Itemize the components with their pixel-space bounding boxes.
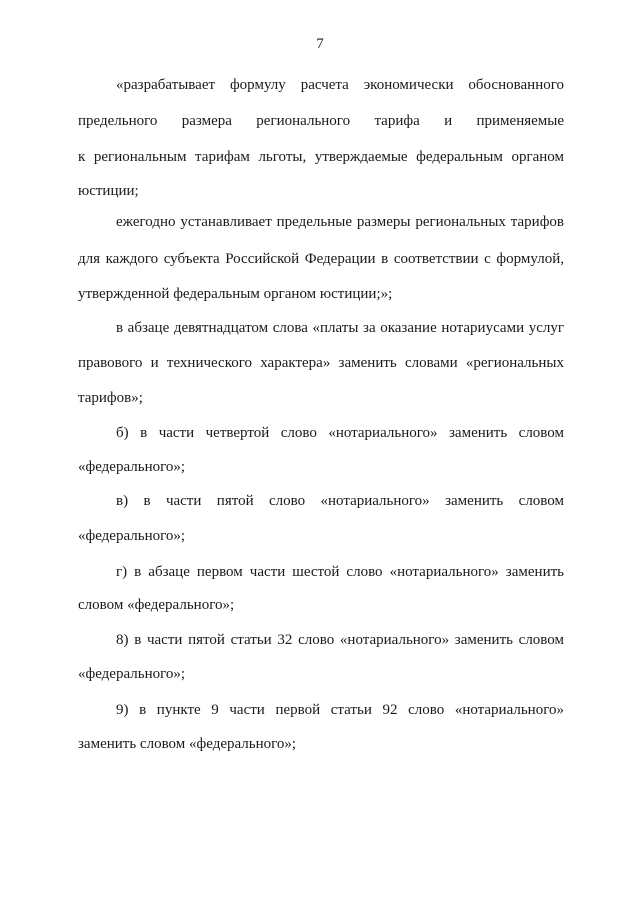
text-line: в абзаце девятнадцатом слова «платы за оказание нотариусами услуг bbox=[116, 320, 564, 336]
text-line: ежегодно устанавливает предельные размеры региональных тарифов bbox=[116, 214, 564, 230]
text-line: для каждого субъекта Российской Федерации в соответствии с формулой, bbox=[78, 251, 564, 267]
text-line: словом «федерального»; bbox=[78, 597, 235, 613]
text-line: утвержденной федеральным органом юстиции;»; bbox=[78, 286, 393, 302]
text-line: 9) в пункте 9 части первой статьи 92 слово «нотариального» bbox=[116, 702, 564, 718]
text-line: «федерального»; bbox=[78, 528, 186, 544]
text-line: г) в абзаце первом части шестой слово «нотариального» заменить bbox=[116, 564, 564, 580]
text-line: к региональным тарифам льготы, утверждаемые федеральным органом bbox=[78, 149, 564, 165]
text-line: 8) в части пятой статьи 32 слово «нотариального» заменить словом bbox=[116, 632, 564, 648]
text-line: тарифов»; bbox=[78, 390, 143, 406]
text-line: юстиции; bbox=[78, 183, 139, 199]
text-line: б) в части четвертой слово «нотариального» заменить словом bbox=[116, 425, 564, 441]
text-line: правового и технического характера» заменить словами «региональных bbox=[78, 355, 564, 371]
text-line: «федерального»; bbox=[78, 666, 186, 682]
page-number: 7 bbox=[316, 36, 324, 52]
text-line: в) в части пятой слово «нотариального» заменить словом bbox=[116, 493, 564, 509]
text-line: предельного размера регионального тарифа и применяемые bbox=[78, 113, 564, 129]
text-line: заменить словом «федерального»; bbox=[78, 736, 297, 752]
text-line: «разрабатывает формулу расчета экономически обоснованного bbox=[116, 77, 564, 93]
text-line: «федерального»; bbox=[78, 459, 186, 475]
